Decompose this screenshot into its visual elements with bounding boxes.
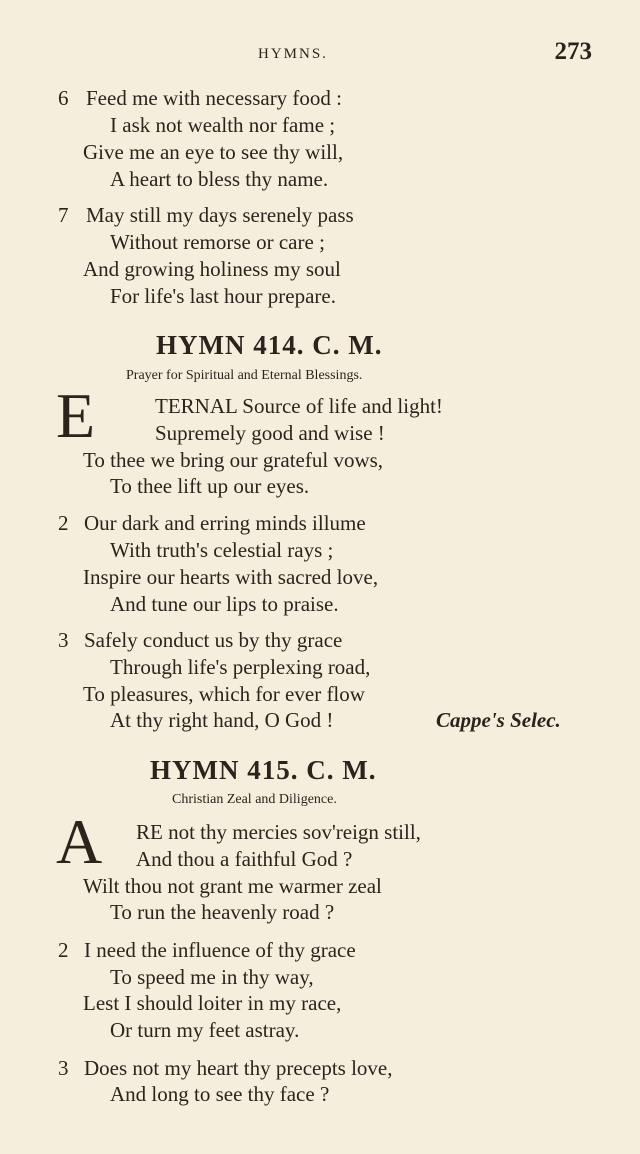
verse-line: May still my days serenely pass	[86, 203, 354, 227]
drop-cap: A	[56, 806, 103, 877]
verse-line: And tune our lips to praise.	[110, 592, 339, 616]
verse-line: Feed me with necessary food :	[86, 86, 343, 110]
verse-line: At thy right hand, O God !	[110, 708, 334, 732]
verse-number: 3	[58, 628, 69, 652]
running-head: HYMNS.	[258, 46, 328, 62]
verse-line: Give me an eye to see thy will,	[83, 140, 344, 164]
verse-line: Supremely good and wise !	[155, 421, 385, 445]
verse-line: To speed me in thy way,	[110, 965, 314, 989]
verse-line: Or turn my feet astray.	[110, 1018, 300, 1042]
hymn-title: HYMN 415. C. M.	[150, 755, 377, 785]
verse-line: Inspire our hearts with sacred love,	[83, 565, 379, 589]
verse-line: To run the heavenly road ?	[110, 900, 335, 924]
verse-line: I need the influence of thy grace	[84, 938, 356, 962]
verse-line: A heart to bless thy name.	[110, 167, 329, 191]
verse-line: Without remorse or care ;	[110, 230, 325, 254]
verse-number: 2	[58, 511, 69, 535]
verse-line: To thee we bring our grateful vows,	[83, 448, 384, 472]
verse-number: 7	[58, 203, 69, 227]
verse-line: TERNAL Source of life and light!	[155, 394, 443, 418]
verse-line: Does not my heart thy precepts love,	[84, 1056, 393, 1080]
hymn-subtitle: Prayer for Spiritual and Eternal Blessings.	[126, 368, 363, 383]
verse-line: To thee lift up our eyes.	[110, 474, 310, 498]
verse-line: I ask not wealth nor fame ;	[110, 113, 336, 137]
hymn-subtitle: Christian Zeal and Diligence.	[172, 792, 337, 807]
verse-line: For life's last hour prepare.	[110, 284, 336, 308]
verse-number: 3	[58, 1056, 69, 1080]
verse-line: With truth's celestial rays ;	[110, 538, 334, 562]
verse-line: Our dark and erring minds illume	[84, 511, 366, 535]
verse-line: RE not thy mercies sov'reign still,	[136, 820, 421, 844]
drop-cap: E	[56, 380, 96, 451]
verse-line: Lest I should loiter in my race,	[83, 991, 342, 1015]
hymn-title: HYMN 414. C. M.	[156, 330, 383, 360]
verse-line: And long to see thy face ?	[110, 1082, 330, 1106]
verse-line: And thou a faithful God ?	[136, 847, 353, 871]
verse-number: 2	[58, 938, 69, 962]
verse-line: Safely conduct us by thy grace	[84, 628, 343, 652]
verse-line: Through life's perplexing road,	[110, 655, 371, 679]
attribution: Cappe's Selec.	[436, 708, 561, 732]
verse-line: To pleasures, which for ever flow	[83, 682, 365, 706]
verse-line: And growing holiness my soul	[83, 257, 341, 281]
verse-line: Wilt thou not grant me warmer zeal	[83, 874, 382, 898]
verse-number: 6	[58, 86, 69, 110]
page-number: 273	[554, 38, 592, 65]
